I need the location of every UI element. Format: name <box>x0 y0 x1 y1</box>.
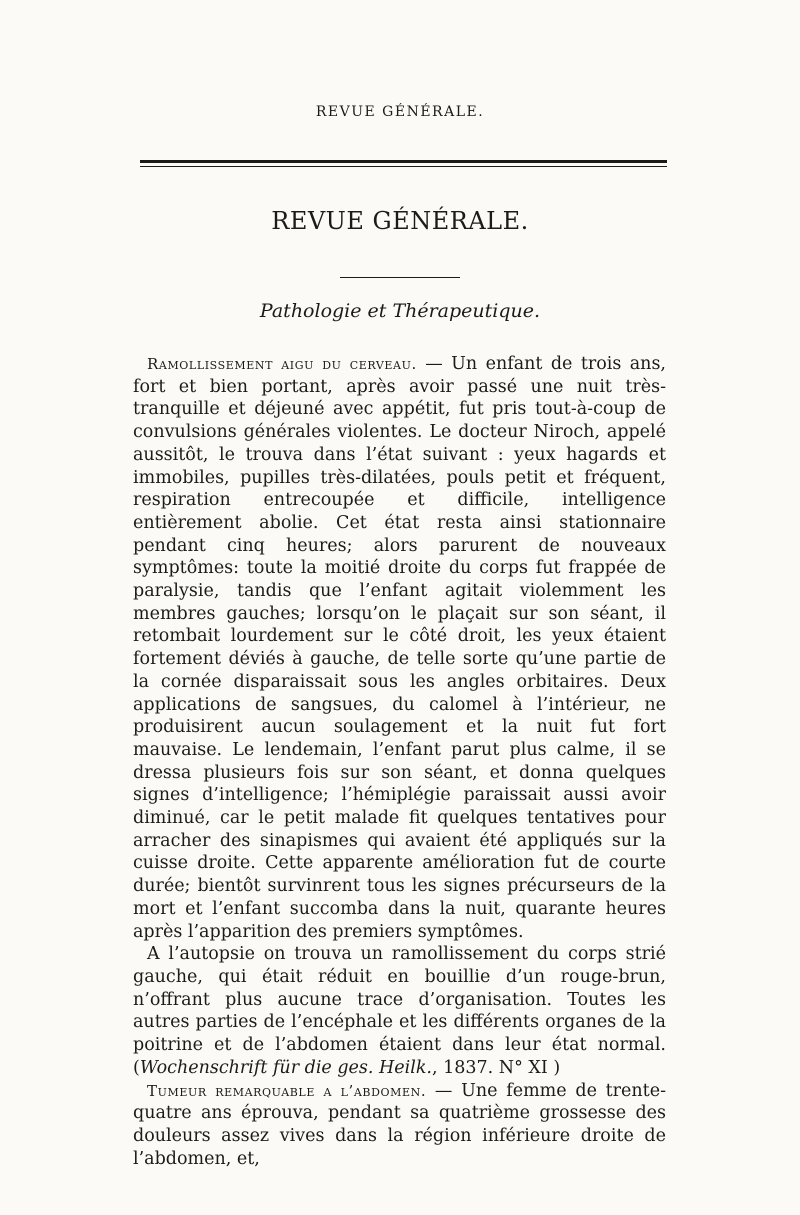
subsection-title: Pathologie et Thérapeutique. <box>259 300 541 322</box>
article-tumeur <box>133 1080 666 1171</box>
article-body: — Une femme de trente-quatre ans éprouva, pendant sa quatrième grossesse des douleurs assez vives dans la région inférieure droite de l’abdomen, et, <box>133 1080 666 1169</box>
source-journal: Wochenschrift für die ges. Heilk. <box>139 1057 432 1078</box>
article-heading: Tumeur remarquable a l’abdomen. <box>147 1081 427 1100</box>
article-heading: Ramollissement aigu du cerveau. <box>147 355 417 373</box>
double-rule-divider <box>140 160 667 167</box>
section-title: REVUE GÉNÉRALE. <box>271 207 529 235</box>
autopsy-text: A l’autopsie on trouva un ramollissement du corps strié gauche, qui était réduit en bouillie d’un rouge-brun, n’offrant plus aucune trace d’organisation. Toutes les autres parties de l’encéphale et les différents organes de la poitrine et de l’abdomen étaient dans leur état normal. ( <box>133 944 666 1078</box>
article-body: — Un enfant de trois ans, fort et bien portant, après avoir passé une nuit très-tranquille et déjeuné avec appétit, fut pris tout-à-coup de convulsions générales violentes. Le docteur Niroch, appelé aussitôt, le trouva dans l’état suivant : yeux hagards et immobiles, pupilles très-dilatées, pouls petit et fréquent, respiration entrecoupée et difficile, intelligence entièrement abolie. Cet état resta ainsi stationnaire pendant cinq heures; alors parurent de nouveaux symptômes: toute la moitié droite du corps fut frappée de paralysie, tandis que l’enfant agitait violemment les membres gauches; lorsqu’on le plaçait sur son séant, il retombait lourdement sur le côté droit, les yeux étaient fortement déviés à gauche, de telle sorte qu’une partie de la cornée disparaissait sous les angles orbitaires. Deux applications de sangsues, du calomel à l’intérieur, ne produisirent aucun soulagement et la nuit fut fort mauvaise. Le lendemain, l’enfant parut plus calme, il se dressa plusieurs fois sur son séant, et donna quelques signes d’intelligence; l’hémiplégie paraissait aussi avoir diminué, car le petit malade fit quelques tentatives pour arracher des sinapismes qui avaient été appliqués sur la cuisse droite. Cette apparente amélioration fut de courte durée; bientôt survinrent tous les signes précurseurs de la mort et l’enfant succomba dans la nuit, quarante heures après l’apparition des premiers symptômes. <box>133 354 666 942</box>
autopsy-paragraph <box>133 943 666 1079</box>
body-text <box>133 353 666 1170</box>
running-head: REVUE GÉNÉRALE. <box>315 104 485 120</box>
article-ramollissement <box>133 353 666 943</box>
source-citation: , 1837. N° XI ) <box>432 1057 561 1078</box>
short-rule-divider <box>340 277 460 278</box>
